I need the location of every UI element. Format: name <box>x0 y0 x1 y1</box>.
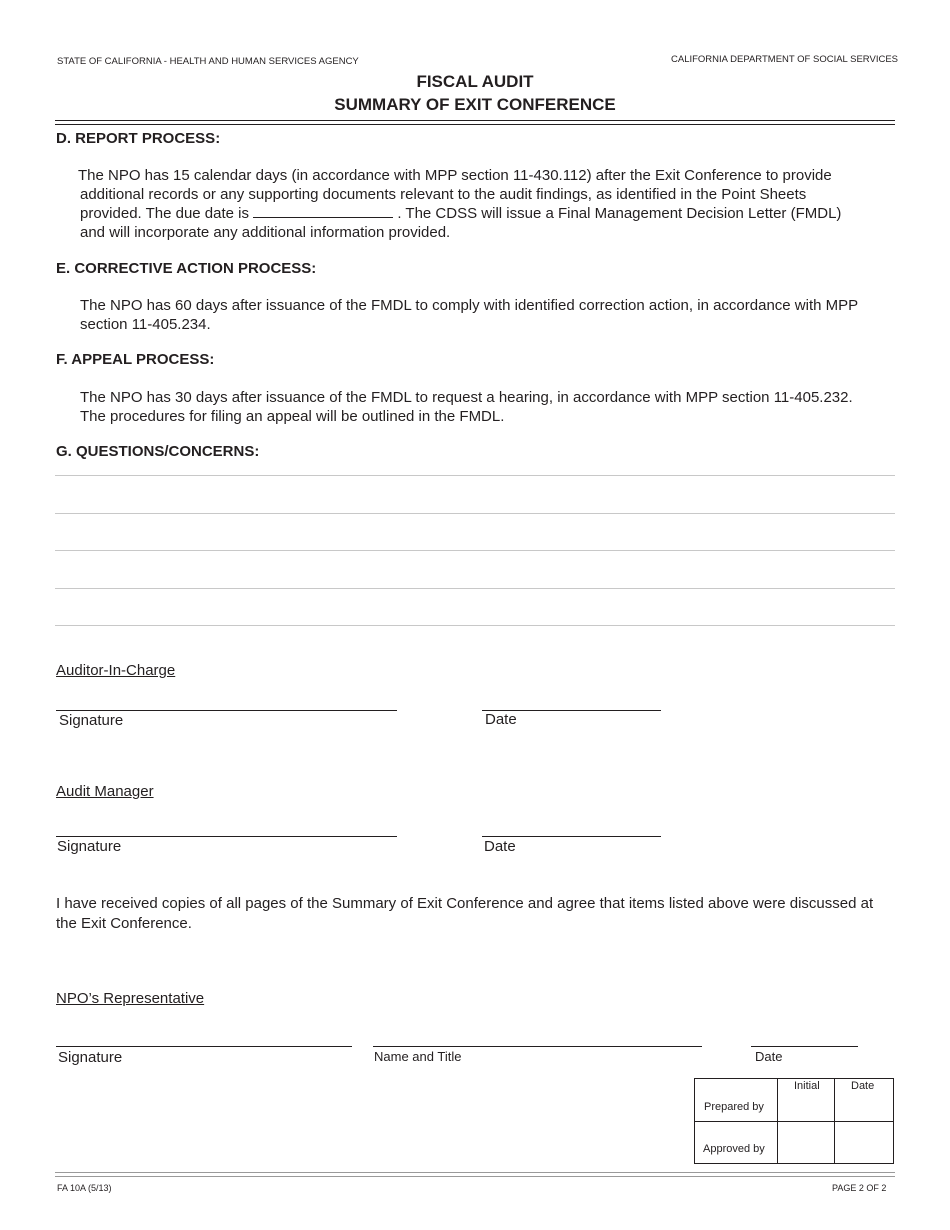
report-line-3-end: . The CDSS will issue a Final Management Decision Letter (FMDL) <box>393 205 842 222</box>
report-line-1: The NPO has 15 calendar days (in accordance with MPP section 11-430.112) after the Exit Conference to provide <box>78 167 832 184</box>
npo-signature-label: Signature <box>58 1049 123 1066</box>
manager-signature-line[interactable] <box>56 836 397 837</box>
npo-date-line[interactable] <box>751 1046 858 1047</box>
approval-box-divider <box>695 1121 893 1122</box>
auditor-signature-label: Signature <box>59 712 124 729</box>
questions-line <box>55 513 895 514</box>
agency-name: STATE OF CALIFORNIA - HEALTH AND HUMAN SERVICES AGENCY <box>57 56 359 67</box>
initial-column-header: Initial <box>794 1080 820 1092</box>
report-line-2: additional records or any supporting documents relevant to the audit findings, as identified in the Point Sheets <box>80 186 807 203</box>
date-column-header: Date <box>851 1080 875 1092</box>
questions-heading: G. QUESTIONS/CONCERNS: <box>56 443 260 460</box>
report-line-3-start: provided. The due date is <box>80 205 250 222</box>
npo-signature-line[interactable] <box>56 1046 352 1047</box>
form-number: FA 10A (5/13) <box>57 1183 112 1193</box>
corrective-action-text <box>80 296 895 334</box>
npo-representative-label: NPO’s Representative <box>56 990 205 1007</box>
questions-line <box>55 625 895 626</box>
audit-manager-label: Audit Manager <box>56 783 154 800</box>
page-subtitle: SUMMARY OF EXIT CONFERENCE <box>334 95 616 114</box>
appeal-line-2: The procedures for filing an appeal will be outlined in the FMDL. <box>80 408 505 425</box>
page-title: FISCAL AUDIT <box>416 72 534 91</box>
corrective-action-heading: E. CORRECTIVE ACTION PROCESS: <box>56 260 317 277</box>
manager-signature-label: Signature <box>57 838 122 855</box>
auditor-date-label: Date <box>485 711 517 728</box>
questions-line <box>55 588 895 589</box>
npo-name-title-line[interactable] <box>373 1046 702 1047</box>
report-line-4: and will incorporate any additional information provided. <box>80 224 451 241</box>
prepared-by-label: Prepared by <box>704 1101 764 1113</box>
auditor-signature-line[interactable] <box>56 710 397 711</box>
manager-date-label: Date <box>484 838 516 855</box>
questions-line <box>55 550 895 551</box>
report-process-heading: D. REPORT PROCESS: <box>56 130 221 147</box>
questions-line <box>55 475 895 476</box>
appeal-line-1: The NPO has 30 days after issuance of the FMDL to request a hearing, in accordance with MPP section 11-405.232. <box>80 389 853 406</box>
footer-divider <box>55 1172 895 1177</box>
acknowledgement-text: I have received copies of all pages of the Summary of Exit Conference and agree that items listed above were discussed at the Exit Conference. <box>56 895 874 932</box>
corrective-line-1: The NPO has 60 days after issuance of the FMDL to comply with identified correction action, in accordance with MPP <box>80 297 859 314</box>
auditor-in-charge-label: Auditor-In-Charge <box>56 662 176 679</box>
report-process-text <box>80 166 895 242</box>
approval-box <box>694 1078 894 1164</box>
manager-date-line[interactable] <box>482 836 661 837</box>
appeal-process-heading: F. APPEAL PROCESS: <box>56 351 215 368</box>
npo-date-label: Date <box>755 1049 783 1064</box>
appeal-process-text <box>80 388 895 426</box>
corrective-line-2: section 11-405.234. <box>80 316 211 333</box>
page-number: PAGE 2 OF 2 <box>832 1183 887 1193</box>
npo-name-title-label: Name and Title <box>374 1049 462 1064</box>
due-date-field[interactable] <box>253 205 393 218</box>
header-divider <box>55 120 895 125</box>
department-name: CALIFORNIA DEPARTMENT OF SOCIAL SERVICES <box>671 54 898 65</box>
report-line-3 <box>80 204 895 223</box>
approved-by-label: Approved by <box>703 1143 765 1155</box>
